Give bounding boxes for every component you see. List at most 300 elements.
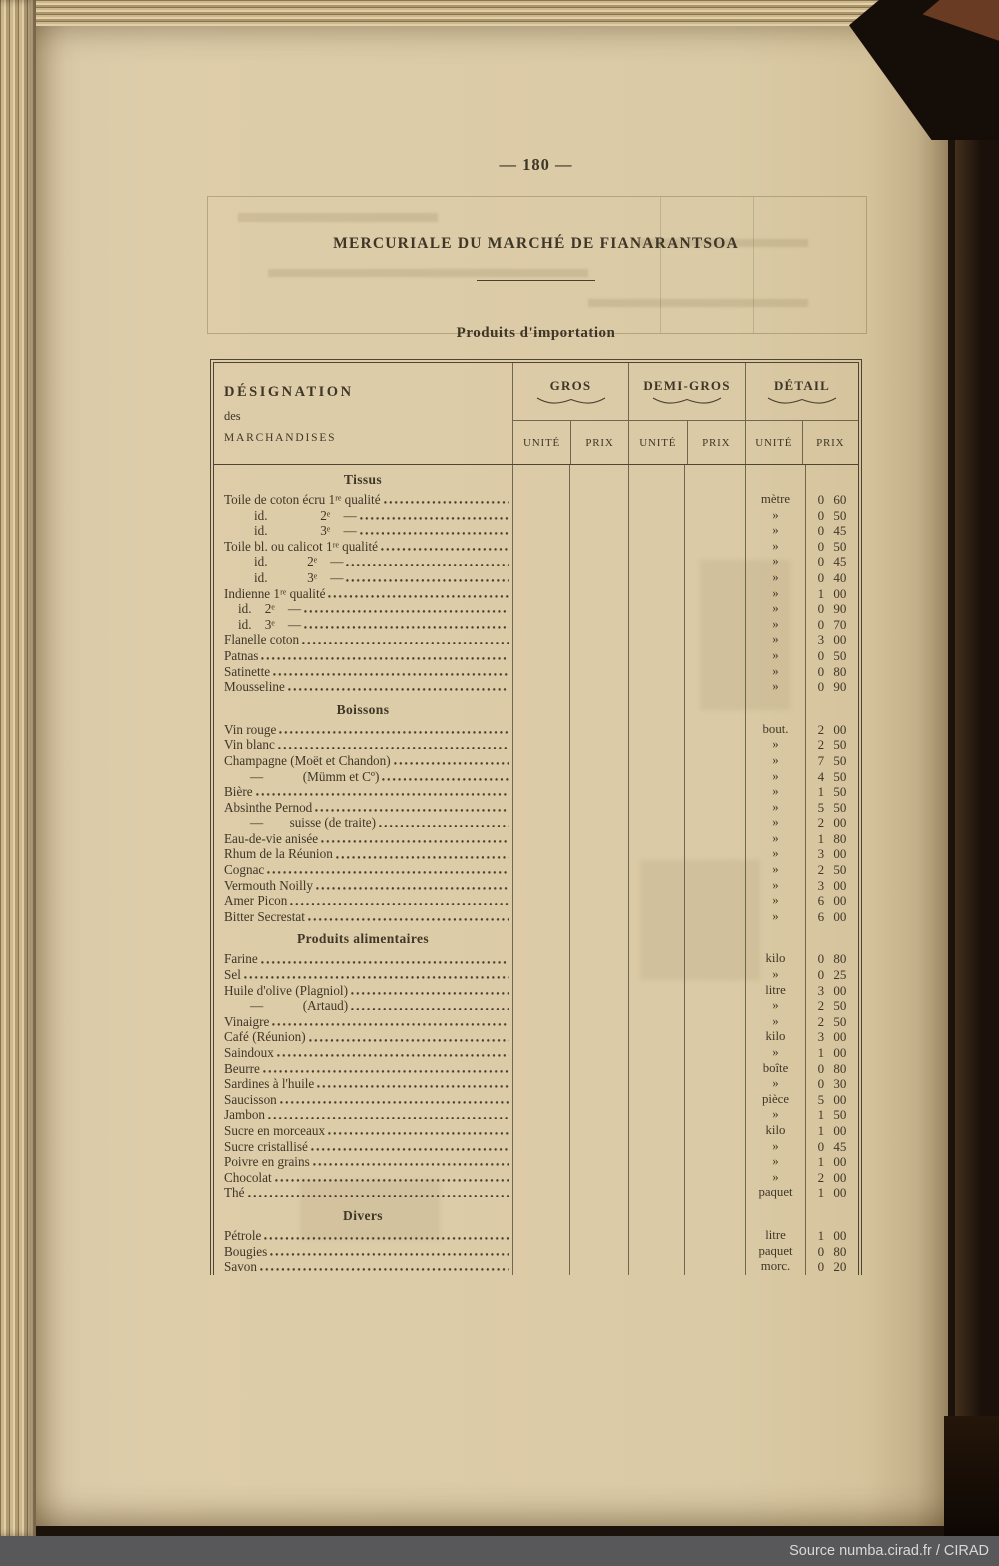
section-row [214,1201,858,1228]
row-label: Saucisson [224,1091,277,1107]
table-row [214,1259,858,1275]
designation-cell [214,1014,512,1030]
empty-cell [569,1107,628,1123]
dot-leader [384,492,509,504]
dot-leader [351,998,509,1010]
empty-cell [745,1201,805,1228]
price-cell: 0 80 [805,951,858,967]
price-cell: 3 00 [805,846,858,862]
unit-cell: paquet [745,1185,805,1201]
section-title: Tissus [343,472,383,487]
empty-cell [512,924,569,951]
empty-cell [684,1045,745,1061]
row-label: Patnas [224,647,259,663]
table-row [214,909,858,925]
table-row [214,1170,858,1186]
empty-cell [512,815,569,831]
unit-cell: mètre [745,492,805,508]
row-label: Sucre en morceaux [224,1122,326,1138]
brace-icon [766,396,838,405]
empty-cell [628,1014,684,1030]
table-row [214,769,858,785]
empty-cell [684,617,745,633]
brace-icon [651,396,723,405]
table-row [214,951,858,967]
empty-cell [512,1185,569,1201]
price-cell: 0 45 [805,1139,858,1155]
empty-cell [684,722,745,738]
empty-cell [684,1185,745,1201]
table-row [214,664,858,680]
empty-cell [512,1170,569,1186]
page-number: — 180 — [499,155,573,174]
table-header [214,363,858,465]
empty-cell [628,878,684,894]
table-row [214,831,858,847]
table-row [214,492,858,508]
empty-cell [569,465,628,492]
designation-cell [214,1139,512,1155]
price-table-inner [213,362,859,1275]
price-cell: 0 45 [805,554,858,570]
dot-leader [304,617,509,629]
designation-header [214,363,512,464]
row-label: Bière [224,784,253,800]
empty-cell [512,998,569,1014]
empty-cell [569,1170,628,1186]
empty-cell [569,1045,628,1061]
empty-cell [569,1139,628,1155]
designation-cell [214,508,512,524]
section-title: Boissons [336,701,390,717]
book-page-edges-left [0,0,36,1536]
empty-cell [684,523,745,539]
unit-cell: boîte [745,1061,805,1077]
empty-cell [628,1139,684,1155]
unit-cell: » [745,632,805,648]
designation-cell [214,601,512,617]
dot-leader [268,1107,509,1119]
empty-cell [628,1259,684,1275]
table-row [214,1185,858,1201]
empty-cell [628,648,684,664]
section-row [214,465,858,492]
price-cell: 1 50 [805,784,858,800]
empty-cell [512,570,569,586]
empty-cell [512,846,569,862]
empty-cell [569,998,628,1014]
row-label: Café (Réunion) [224,1029,306,1045]
empty-cell [512,1201,569,1228]
empty-cell [569,1244,628,1260]
empty-cell [628,679,684,695]
row-label: — (Mümm et Cº) [250,768,380,784]
dot-leader [351,983,509,995]
row-label: Rhum de la Réunion [224,846,333,862]
unit-cell: » [745,815,805,831]
designation-cell [214,679,512,695]
empty-cell [684,784,745,800]
empty-cell [684,1123,745,1139]
table-row [214,722,858,738]
designation-cell [214,1029,512,1045]
table-row [214,1228,858,1244]
empty-cell [745,924,805,951]
section-row [214,924,858,951]
price-cell: 1 50 [805,1107,858,1123]
unit-cell: » [745,846,805,862]
col-header-prix: PRIX [570,421,628,464]
row-label: id. 3ᵉ — [238,616,302,632]
empty-cell [512,909,569,925]
group-header-demi-gros-top [629,363,745,421]
designation-cell [214,737,512,753]
row-label: Cognac [224,862,265,878]
designation-cell [214,998,512,1014]
group-header-detail-top [746,363,858,421]
row-label: Vermouth Noilly [224,877,314,893]
empty-cell [512,983,569,999]
empty-cell [512,1244,569,1260]
empty-cell [684,1029,745,1045]
empty-cell [628,1061,684,1077]
dot-leader [308,909,509,921]
footer-bar [0,1536,999,1566]
designation-cell [214,1170,512,1186]
price-cell: 2 50 [805,1014,858,1030]
dot-leader [311,1139,509,1151]
empty-cell [569,753,628,769]
empty-cell [569,664,628,680]
empty-cell [569,878,628,894]
empty-cell [569,893,628,909]
dot-leader [302,632,509,644]
designation-header-line1: DÉSIGNATION [224,383,354,400]
empty-cell [569,586,628,602]
empty-cell [628,1170,684,1186]
table-row [214,998,858,1014]
designation-header-line3: MARCHANDISES [224,431,337,444]
empty-cell [628,664,684,680]
designation-cell [214,632,512,648]
table-row [214,523,858,539]
empty-cell [628,967,684,983]
row-label: Bougies [224,1243,268,1259]
row-label: Jambon [224,1107,266,1123]
price-cell: 0 30 [805,1076,858,1092]
empty-cell [684,967,745,983]
empty-cell [569,1014,628,1030]
section-title-cell [214,695,512,722]
brace-icon [535,396,607,405]
table-row [214,1107,858,1123]
price-cell: 0 50 [805,648,858,664]
empty-cell [569,695,628,722]
empty-cell [628,831,684,847]
price-cell: 2 00 [805,722,858,738]
doc-title: MERCURIALE DU MARCHÉ DE FIANARANTSOA [333,235,739,252]
empty-cell [512,1139,569,1155]
empty-cell [684,1061,745,1077]
price-cell: 0 80 [805,1061,858,1077]
table-row [214,862,858,878]
empty-cell [628,1154,684,1170]
unit-cell: » [745,998,805,1014]
row-label: Satinette [224,663,271,679]
price-cell: 0 50 [805,539,858,555]
empty-cell [569,722,628,738]
designation-cell [214,664,512,680]
empty-cell [512,508,569,524]
dot-leader [267,862,509,874]
col-header-unite: UNITÉ [639,436,677,449]
empty-cell [569,1061,628,1077]
empty-cell [628,1092,684,1108]
empty-cell [569,967,628,983]
empty-cell [569,1123,628,1139]
empty-cell [684,679,745,695]
row-label: id. 3ᵉ — [254,523,357,539]
designation-cell [214,523,512,539]
empty-cell [569,862,628,878]
empty-cell [628,998,684,1014]
empty-cell [745,465,805,492]
empty-cell [569,539,628,555]
designation-cell [214,769,512,785]
row-label: id. 2ᵉ — [254,554,344,570]
section-title: Produits alimentaires [296,931,430,947]
dot-leader [382,769,509,781]
unit-cell: » [745,586,805,602]
designation-cell [214,586,512,602]
designation-cell [214,967,512,983]
unit-cell: » [745,1139,805,1155]
table-row [214,586,858,602]
dot-leader [280,1092,509,1104]
price-cell: 1 00 [805,1185,858,1201]
empty-cell [569,570,628,586]
empty-cell [512,800,569,816]
row-label: Poivre en grains [224,1154,310,1170]
dot-leader [272,1014,509,1026]
empty-cell [569,648,628,664]
unit-cell: » [745,1170,805,1186]
empty-cell [512,648,569,664]
dot-leader [275,1170,509,1182]
table-row [214,753,858,769]
row-label: Toile de coton écru 1ʳᵉ qualité [224,492,381,507]
empty-cell [512,831,569,847]
price-cell: 1 00 [805,586,858,602]
book-page-edges-top [36,0,882,26]
dot-leader [309,1029,509,1041]
empty-cell [569,815,628,831]
dot-leader [328,586,509,598]
empty-cell [569,983,628,999]
dot-leader [346,554,509,566]
dot-leader [277,1045,509,1057]
empty-cell [512,1076,569,1092]
empty-cell [512,523,569,539]
empty-cell [684,862,745,878]
unit-cell: » [745,554,805,570]
dot-leader [346,570,509,582]
section-row [214,695,858,722]
unit-cell: » [745,784,805,800]
row-label: Toile bl. ou calicot 1ʳᵉ qualité [224,538,379,554]
unit-cell: litre [745,983,805,999]
unit-cell: » [745,523,805,539]
dot-leader [316,878,509,890]
table-row [214,800,858,816]
dot-leader [261,648,509,660]
designation-cell [214,862,512,878]
empty-cell [684,1244,745,1260]
designation-cell [214,648,512,664]
designation-cell [214,1244,512,1260]
empty-cell [628,523,684,539]
empty-cell [684,492,745,508]
empty-cell [628,1244,684,1260]
price-cell: 3 00 [805,632,858,648]
empty-cell [684,508,745,524]
designation-cell [214,831,512,847]
dot-leader [360,508,509,520]
designation-cell [214,893,512,909]
row-label: Vinaigre [224,1013,270,1029]
col-header-prix: PRIX [802,421,859,464]
unit-cell: » [745,601,805,617]
unit-cell: litre [745,1228,805,1244]
empty-cell [628,1029,684,1045]
empty-cell [684,1092,745,1108]
unit-cell: kilo [745,951,805,967]
dot-leader [261,951,509,963]
empty-cell [684,1076,745,1092]
unit-cell: » [745,909,805,925]
empty-cell [628,1123,684,1139]
empty-cell [628,784,684,800]
table-row [214,1139,858,1155]
empty-cell [512,1014,569,1030]
dot-leader [263,1061,509,1073]
empty-cell [569,508,628,524]
table-row [214,1123,858,1139]
dot-leader [360,523,509,535]
price-cell: 0 80 [805,664,858,680]
group-label-gros: GROS [549,378,592,393]
unit-cell: » [745,737,805,753]
designation-cell [214,1185,512,1201]
price-cell: 0 70 [805,617,858,633]
empty-cell [512,1029,569,1045]
empty-cell [512,1107,569,1123]
empty-cell [628,617,684,633]
designation-header-line2: des [224,408,241,423]
empty-cell [512,878,569,894]
empty-cell [569,846,628,862]
table-row [214,632,858,648]
group-header-gros-top [513,363,628,421]
empty-cell [628,465,684,492]
empty-cell [684,1170,745,1186]
empty-cell [684,1107,745,1123]
empty-cell [512,617,569,633]
empty-cell [628,951,684,967]
empty-cell [569,632,628,648]
empty-cell [512,1061,569,1077]
price-cell: 3 00 [805,878,858,894]
row-label: Bitter Secrestat [224,908,305,924]
row-label: id. 3ᵉ — [254,569,344,585]
unit-cell: » [745,893,805,909]
empty-cell [569,1259,628,1275]
unit-cell: » [745,648,805,664]
empty-cell [628,924,684,951]
empty-cell [512,722,569,738]
empty-cell [512,632,569,648]
row-label: Thé [224,1185,245,1201]
designation-cell [214,983,512,999]
empty-cell [628,737,684,753]
empty-cell [569,924,628,951]
empty-cell [569,679,628,695]
unit-cell: » [745,1154,805,1170]
empty-cell [684,1201,745,1228]
dot-leader [279,722,509,734]
designation-cell [214,815,512,831]
empty-cell [628,695,684,722]
empty-cell [628,601,684,617]
table-row [214,554,858,570]
empty-cell [628,1201,684,1228]
empty-cell [628,632,684,648]
designation-cell [214,1092,512,1108]
unit-cell: » [745,967,805,983]
empty-cell [512,862,569,878]
dot-leader [379,815,509,827]
empty-cell [628,570,684,586]
empty-cell [512,784,569,800]
designation-cell [214,784,512,800]
row-label: — suisse (de traite) [250,815,376,831]
table-row [214,784,858,800]
group-label-detail: DÉTAIL [773,378,831,393]
empty-cell [512,1092,569,1108]
price-cell: 7 50 [805,753,858,769]
price-cell: 1 80 [805,831,858,847]
dot-leader [317,1076,509,1088]
book-cover-bottom-right [944,1416,999,1536]
designation-cell [214,800,512,816]
dot-leader [260,1259,509,1271]
price-cell: 1 00 [805,1154,858,1170]
designation-cell [214,617,512,633]
unit-cell: kilo [745,1123,805,1139]
empty-cell [628,1228,684,1244]
designation-cell [214,1107,512,1123]
price-cell: 3 00 [805,1029,858,1045]
empty-cell [512,737,569,753]
empty-cell [684,632,745,648]
row-label: Mousseline [224,679,285,695]
empty-cell [512,1259,569,1275]
empty-cell [745,695,805,722]
unit-cell: » [745,831,805,847]
empty-cell [512,753,569,769]
empty-cell [628,539,684,555]
row-label: Sucre cristallisé [224,1138,308,1154]
